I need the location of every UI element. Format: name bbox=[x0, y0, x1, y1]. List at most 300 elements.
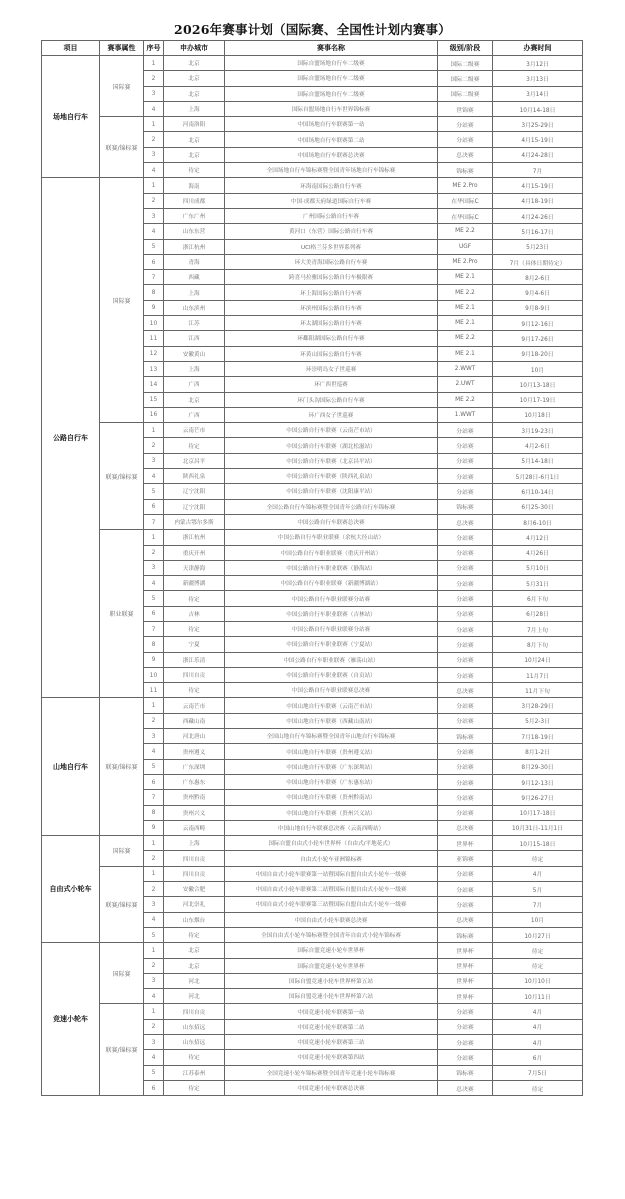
table-row bbox=[42, 530, 583, 545]
row-number: 4 bbox=[144, 989, 164, 1004]
date-cell: 5月31日 bbox=[493, 576, 583, 591]
row-number: 2 bbox=[144, 851, 164, 866]
event-name-cell: 中国山地自行车联赛总决赛（云南西畴站） bbox=[225, 820, 438, 835]
city-cell: 河北唐山 bbox=[164, 729, 225, 744]
city-cell: 待定 bbox=[164, 1080, 225, 1095]
level-cell: 分站赛 bbox=[438, 117, 493, 132]
level-cell: 总决赛 bbox=[438, 820, 493, 835]
city-cell: 广东广州 bbox=[164, 208, 225, 223]
row-number: 1 bbox=[144, 866, 164, 881]
date-cell: 10月17-19日 bbox=[493, 392, 583, 407]
level-cell: 总决赛 bbox=[438, 683, 493, 698]
city-cell: 吉林 bbox=[164, 606, 225, 621]
city-cell: 西藏 bbox=[164, 270, 225, 285]
event-name-cell: 环滨州国际公路自行车赛 bbox=[225, 300, 438, 315]
event-attr-cell: 国际赛 bbox=[100, 943, 144, 1004]
date-cell: 4月 bbox=[493, 1019, 583, 1034]
row-number: 3 bbox=[144, 147, 164, 162]
level-cell: 分站赛 bbox=[438, 744, 493, 759]
city-cell: 北京 bbox=[164, 958, 225, 973]
city-cell: 内蒙古鄂尔多斯 bbox=[164, 514, 225, 529]
city-cell: 贵州黔南 bbox=[164, 790, 225, 805]
schedule-table bbox=[41, 40, 583, 1096]
header-level: 级别/阶段 bbox=[438, 41, 493, 56]
event-attr-cell: 联赛/锦标赛 bbox=[100, 117, 144, 178]
row-number: 1 bbox=[144, 943, 164, 958]
level-cell: 世界杯 bbox=[438, 943, 493, 958]
date-cell: 11月下旬 bbox=[493, 683, 583, 698]
date-cell: 5月14-18日 bbox=[493, 453, 583, 468]
event-name-cell: 环黄山国际公路自行车赛 bbox=[225, 346, 438, 361]
event-name-cell: 中国自由式小轮车联赛第一站暨国际自盟自由式小轮车一级赛 bbox=[225, 866, 438, 881]
row-number: 7 bbox=[144, 514, 164, 529]
level-cell: 分站赛 bbox=[438, 805, 493, 820]
city-cell: 上海 bbox=[164, 285, 225, 300]
city-cell: 辽宁沈阳 bbox=[164, 499, 225, 514]
header-no: 序号 bbox=[144, 41, 164, 56]
event-name-cell: 中国公路自行车联赛（沈阳康平站） bbox=[225, 484, 438, 499]
level-cell: 在华国际C bbox=[438, 208, 493, 223]
row-number: 6 bbox=[144, 499, 164, 514]
event-name-cell: 中国公路自行车职业联赛分站赛 bbox=[225, 621, 438, 636]
table-row bbox=[42, 117, 583, 132]
header-date: 办赛时间 bbox=[493, 41, 583, 56]
city-cell: 北京 bbox=[164, 71, 225, 86]
event-name-cell: 中国山地自行车联赛（贵州黔南站） bbox=[225, 790, 438, 805]
date-cell: 3月19-23日 bbox=[493, 423, 583, 438]
event-attr-cell: 国际赛 bbox=[100, 836, 144, 867]
date-cell: 4月26日 bbox=[493, 545, 583, 560]
row-number: 5 bbox=[144, 591, 164, 606]
date-cell: 9月17-26日 bbox=[493, 331, 583, 346]
city-cell: 新疆博湖 bbox=[164, 576, 225, 591]
level-cell: 分站赛 bbox=[438, 637, 493, 652]
city-cell: 山东烟台 bbox=[164, 912, 225, 927]
level-cell: 国际二级赛 bbox=[438, 56, 493, 71]
row-number: 3 bbox=[144, 729, 164, 744]
date-cell: 4月 bbox=[493, 866, 583, 881]
date-cell: 10月13-18日 bbox=[493, 377, 583, 392]
level-cell: ME 2.2 bbox=[438, 331, 493, 346]
row-number: 4 bbox=[144, 576, 164, 591]
row-number: 1 bbox=[144, 698, 164, 713]
city-cell: 安徽黄山 bbox=[164, 346, 225, 361]
row-number: 1 bbox=[144, 1004, 164, 1019]
level-cell: 世界杯 bbox=[438, 836, 493, 851]
row-number: 12 bbox=[144, 346, 164, 361]
level-cell: 分站赛 bbox=[438, 621, 493, 636]
level-cell: 分站赛 bbox=[438, 132, 493, 147]
date-cell: 9月12-13日 bbox=[493, 774, 583, 789]
level-cell: 分站赛 bbox=[438, 438, 493, 453]
event-name-cell: 中国公路自行车职业联赛（新疆博湖站） bbox=[225, 576, 438, 591]
level-cell: 锦标赛 bbox=[438, 927, 493, 942]
date-cell: 8月29-30日 bbox=[493, 759, 583, 774]
date-cell: 3月13日 bbox=[493, 71, 583, 86]
event-name-cell: 全国山地自行车锦标赛暨全国青年山地自行车锦标赛 bbox=[225, 729, 438, 744]
event-name-cell: UCI格兰芬多世界系列赛 bbox=[225, 239, 438, 254]
event-name-cell: 环海南国际公路自行车赛 bbox=[225, 178, 438, 193]
city-cell: 浙江杭州 bbox=[164, 530, 225, 545]
row-number: 9 bbox=[144, 300, 164, 315]
row-number: 6 bbox=[144, 774, 164, 789]
event-name-cell: 环鄱阳湖国际公路自行车赛 bbox=[225, 331, 438, 346]
row-number: 7 bbox=[144, 270, 164, 285]
event-name-cell: 中国公路自行车职业联赛总决赛 bbox=[225, 683, 438, 698]
date-cell: 10月14-18日 bbox=[493, 101, 583, 116]
date-cell: 4月15-19日 bbox=[493, 178, 583, 193]
table-row bbox=[42, 698, 583, 713]
date-cell: 10月27日 bbox=[493, 927, 583, 942]
row-number: 6 bbox=[144, 1080, 164, 1095]
date-cell: 10月17-18日 bbox=[493, 805, 583, 820]
level-cell: 分站赛 bbox=[438, 759, 493, 774]
level-cell: 锦标赛 bbox=[438, 729, 493, 744]
level-cell: 分站赛 bbox=[438, 897, 493, 912]
level-cell: 分站赛 bbox=[438, 576, 493, 591]
row-number: 2 bbox=[144, 713, 164, 728]
table-row bbox=[42, 836, 583, 851]
table-row bbox=[42, 866, 583, 881]
city-cell: 北京 bbox=[164, 392, 225, 407]
level-cell: 锦标赛 bbox=[438, 499, 493, 514]
row-number: 2 bbox=[144, 71, 164, 86]
date-cell: 10月11日 bbox=[493, 989, 583, 1004]
city-cell: 河北 bbox=[164, 973, 225, 988]
row-number: 2 bbox=[144, 193, 164, 208]
level-cell: 1.WWT bbox=[438, 407, 493, 422]
event-name-cell: 中国公路自行车职业联赛分站赛 bbox=[225, 591, 438, 606]
date-cell: 6月下旬 bbox=[493, 591, 583, 606]
city-cell: 上海 bbox=[164, 101, 225, 116]
level-cell: ME 2.2 bbox=[438, 285, 493, 300]
event-name-cell: 全国竞速小轮车锦标赛暨全国青年竞速小轮车锦标赛 bbox=[225, 1065, 438, 1080]
level-cell: 亚锦赛 bbox=[438, 851, 493, 866]
date-cell: 9月8-9日 bbox=[493, 300, 583, 315]
date-cell: 4月 bbox=[493, 1004, 583, 1019]
header-event-name: 赛事名称 bbox=[225, 41, 438, 56]
event-name-cell: 国际自盟场地自行车二级赛 bbox=[225, 56, 438, 71]
event-name-cell: 中国公路自行车职业联赛（吉林站） bbox=[225, 606, 438, 621]
row-number: 7 bbox=[144, 621, 164, 636]
city-cell: 西藏山南 bbox=[164, 713, 225, 728]
row-number: 14 bbox=[144, 377, 164, 392]
level-cell: 世锦赛 bbox=[438, 101, 493, 116]
date-cell: 7月上旬 bbox=[493, 621, 583, 636]
level-cell: 分站赛 bbox=[438, 606, 493, 621]
event-name-cell: 中国公路自行车职业联赛（雁荡山站） bbox=[225, 652, 438, 667]
event-name-cell: 中国公路自行车职业联赛（宁夏站） bbox=[225, 637, 438, 652]
event-name-cell: 国际自盟自由式小轮车世界杯（自由式/平地花式） bbox=[225, 836, 438, 851]
date-cell: 9月18-20日 bbox=[493, 346, 583, 361]
row-number: 4 bbox=[144, 469, 164, 484]
city-cell: 待定 bbox=[164, 1050, 225, 1065]
date-cell: 3月28-29日 bbox=[493, 698, 583, 713]
date-cell: 10月18日 bbox=[493, 407, 583, 422]
date-cell: 10月31日-11月1日 bbox=[493, 820, 583, 835]
level-cell: 分站赛 bbox=[438, 560, 493, 575]
level-cell: 锦标赛 bbox=[438, 1065, 493, 1080]
event-name-cell: 中国公路自行车联赛（湖北松滋站） bbox=[225, 438, 438, 453]
project-cell: 场地自行车 bbox=[42, 56, 100, 178]
date-cell: 5月2-3日 bbox=[493, 713, 583, 728]
row-number: 1 bbox=[144, 836, 164, 851]
event-name-cell: 全国公路自行车锦标赛暨全国青年公路自行车锦标赛 bbox=[225, 499, 438, 514]
header-attr: 赛事属性 bbox=[100, 41, 144, 56]
level-cell: 总决赛 bbox=[438, 1080, 493, 1095]
header-project: 项目 bbox=[42, 41, 100, 56]
project-cell: 公路自行车 bbox=[42, 178, 100, 698]
city-cell: 江苏泰州 bbox=[164, 1065, 225, 1080]
event-name-cell: 环太湖国际公路自行车赛 bbox=[225, 316, 438, 331]
event-name-cell: 中国山地自行车联赛（广东深圳站） bbox=[225, 759, 438, 774]
table-row bbox=[42, 423, 583, 438]
event-name-cell: 跨喜马拉雅国际公路自行车极限赛 bbox=[225, 270, 438, 285]
project-cell: 山地自行车 bbox=[42, 698, 100, 836]
city-cell: 北京昌平 bbox=[164, 453, 225, 468]
city-cell: 辽宁沈阳 bbox=[164, 484, 225, 499]
level-cell: 分站赛 bbox=[438, 453, 493, 468]
level-cell: 分站赛 bbox=[438, 698, 493, 713]
level-cell: 分站赛 bbox=[438, 652, 493, 667]
date-cell: 4月24-28日 bbox=[493, 147, 583, 162]
date-cell: 11月7日 bbox=[493, 667, 583, 682]
date-cell: 10月24日 bbox=[493, 652, 583, 667]
row-number: 13 bbox=[144, 361, 164, 376]
city-cell: 待定 bbox=[164, 927, 225, 942]
city-cell: 待定 bbox=[164, 683, 225, 698]
row-number: 3 bbox=[144, 1035, 164, 1050]
city-cell: 山东招远 bbox=[164, 1035, 225, 1050]
event-name-cell: 中国竞速小轮车联赛第二站 bbox=[225, 1019, 438, 1034]
date-cell: 6月28日 bbox=[493, 606, 583, 621]
level-cell: ME 2.2 bbox=[438, 392, 493, 407]
row-number: 1 bbox=[144, 423, 164, 438]
date-cell: 待定 bbox=[493, 943, 583, 958]
event-name-cell: 自由式小轮车亚洲锦标赛 bbox=[225, 851, 438, 866]
date-cell: 8月6-10日 bbox=[493, 514, 583, 529]
date-cell: 4月24-26日 bbox=[493, 208, 583, 223]
level-cell: 分站赛 bbox=[438, 530, 493, 545]
row-number: 1 bbox=[144, 178, 164, 193]
city-cell: 四川自贡 bbox=[164, 866, 225, 881]
date-cell: 10月10日 bbox=[493, 973, 583, 988]
event-name-cell: 中国·成都天府绿道国际自行车赛 bbox=[225, 193, 438, 208]
row-number: 3 bbox=[144, 973, 164, 988]
city-cell: 山东招远 bbox=[164, 1019, 225, 1034]
event-attr-cell: 联赛/锦标赛 bbox=[100, 698, 144, 836]
header-city: 申办城市 bbox=[164, 41, 225, 56]
event-name-cell: 环广西女子世巡赛 bbox=[225, 407, 438, 422]
date-cell: 7月 bbox=[493, 897, 583, 912]
level-cell: 分站赛 bbox=[438, 423, 493, 438]
date-cell: 10月15-18日 bbox=[493, 836, 583, 851]
row-number: 10 bbox=[144, 667, 164, 682]
date-cell: 5月 bbox=[493, 882, 583, 897]
table-row bbox=[42, 943, 583, 958]
city-cell: 北京 bbox=[164, 56, 225, 71]
event-name-cell: 广州国际公路自行车赛 bbox=[225, 208, 438, 223]
event-name-cell: 国际自盟竞速小轮车世界杯 bbox=[225, 958, 438, 973]
city-cell: 山东滨州 bbox=[164, 300, 225, 315]
event-name-cell: 中国场地自行车联赛第一站 bbox=[225, 117, 438, 132]
level-cell: 分站赛 bbox=[438, 469, 493, 484]
city-cell: 广东深圳 bbox=[164, 759, 225, 774]
level-cell: ME 2.Pro bbox=[438, 254, 493, 269]
event-name-cell: 全国场地自行车锦标赛暨全国青年场地自行车锦标赛 bbox=[225, 163, 438, 178]
city-cell: 北京 bbox=[164, 86, 225, 101]
event-name-cell: 全国自由式小轮车锦标赛暨全国青年自由式小轮车锦标赛 bbox=[225, 927, 438, 942]
event-attr-cell: 国际赛 bbox=[100, 178, 144, 423]
event-name-cell: 中国公路自行车联赛总决赛 bbox=[225, 514, 438, 529]
city-cell: 待定 bbox=[164, 163, 225, 178]
city-cell: 河北 bbox=[164, 989, 225, 1004]
row-number: 3 bbox=[144, 560, 164, 575]
row-number: 8 bbox=[144, 637, 164, 652]
row-number: 6 bbox=[144, 254, 164, 269]
city-cell: 待定 bbox=[164, 621, 225, 636]
event-name-cell: 环崇明岛女子世巡赛 bbox=[225, 361, 438, 376]
event-name-cell: 中国自由式小轮车联赛第二站暨国际自盟自由式小轮车一级赛 bbox=[225, 882, 438, 897]
row-number: 11 bbox=[144, 683, 164, 698]
city-cell: 上海 bbox=[164, 361, 225, 376]
level-cell: ME 2.1 bbox=[438, 270, 493, 285]
city-cell: 河北崇礼 bbox=[164, 897, 225, 912]
row-number: 2 bbox=[144, 438, 164, 453]
row-number: 4 bbox=[144, 224, 164, 239]
city-cell: 待定 bbox=[164, 438, 225, 453]
row-number: 3 bbox=[144, 86, 164, 101]
row-number: 16 bbox=[144, 407, 164, 422]
level-cell: 分站赛 bbox=[438, 667, 493, 682]
city-cell: 陕西礼泉 bbox=[164, 469, 225, 484]
city-cell: 贵州兴义 bbox=[164, 805, 225, 820]
row-number: 8 bbox=[144, 805, 164, 820]
city-cell: 河南洛阳 bbox=[164, 117, 225, 132]
date-cell: 待定 bbox=[493, 1080, 583, 1095]
level-cell: 分站赛 bbox=[438, 591, 493, 606]
row-number: 9 bbox=[144, 820, 164, 835]
city-cell: 贵州遵义 bbox=[164, 744, 225, 759]
date-cell: 6月25-30日 bbox=[493, 499, 583, 514]
row-number: 7 bbox=[144, 790, 164, 805]
event-name-cell: 中国山地自行车联赛（广东惠东站） bbox=[225, 774, 438, 789]
date-cell: 5月28日-6月1日 bbox=[493, 469, 583, 484]
city-cell: 四川自贡 bbox=[164, 667, 225, 682]
event-name-cell: 中国场地自行车联赛总决赛 bbox=[225, 147, 438, 162]
row-number: 4 bbox=[144, 912, 164, 927]
level-cell: 总决赛 bbox=[438, 147, 493, 162]
table-row bbox=[42, 1004, 583, 1019]
event-name-cell: 国际自盟场地自行车二级赛 bbox=[225, 86, 438, 101]
date-cell: 4月15-19日 bbox=[493, 132, 583, 147]
level-cell: 在华国际C bbox=[438, 193, 493, 208]
city-cell: 江西 bbox=[164, 331, 225, 346]
city-cell: 待定 bbox=[164, 591, 225, 606]
city-cell: 浙江杭州 bbox=[164, 239, 225, 254]
table-header-row bbox=[42, 41, 583, 56]
level-cell: 分站赛 bbox=[438, 790, 493, 805]
city-cell: 安徽合肥 bbox=[164, 882, 225, 897]
date-cell: 9月26-27日 bbox=[493, 790, 583, 805]
event-attr-cell: 国际赛 bbox=[100, 56, 144, 117]
row-number: 4 bbox=[144, 101, 164, 116]
date-cell: 待定 bbox=[493, 958, 583, 973]
row-number: 2 bbox=[144, 132, 164, 147]
date-cell: 3月14日 bbox=[493, 86, 583, 101]
event-name-cell: 中国山地自行车联赛（西藏山南站） bbox=[225, 713, 438, 728]
date-cell: 4月18-19日 bbox=[493, 193, 583, 208]
date-cell: 7月（具体日期待定） bbox=[493, 254, 583, 269]
row-number: 4 bbox=[144, 1050, 164, 1065]
table-row bbox=[42, 56, 583, 71]
event-name-cell: 国际自盟竞速小轮车世界杯 bbox=[225, 943, 438, 958]
event-name-cell: 中国公路自行车联赛（陕西礼泉站） bbox=[225, 469, 438, 484]
event-name-cell: 中国自由式小轮车联赛总决赛 bbox=[225, 912, 438, 927]
date-cell: 4月2-6日 bbox=[493, 438, 583, 453]
level-cell: ME 2.1 bbox=[438, 346, 493, 361]
level-cell: 2.UWT bbox=[438, 377, 493, 392]
city-cell: 云南芒市 bbox=[164, 423, 225, 438]
city-cell: 上海 bbox=[164, 836, 225, 851]
level-cell: 分站赛 bbox=[438, 866, 493, 881]
city-cell: 云南西畴 bbox=[164, 820, 225, 835]
city-cell: 青海 bbox=[164, 254, 225, 269]
row-number: 3 bbox=[144, 208, 164, 223]
row-number: 5 bbox=[144, 927, 164, 942]
row-number: 5 bbox=[144, 1065, 164, 1080]
date-cell: 7月5日 bbox=[493, 1065, 583, 1080]
date-cell: 8月下旬 bbox=[493, 637, 583, 652]
date-cell: 10月 bbox=[493, 912, 583, 927]
event-name-cell: 中国竞速小轮车联赛第四站 bbox=[225, 1050, 438, 1065]
row-number: 4 bbox=[144, 163, 164, 178]
row-number: 9 bbox=[144, 652, 164, 667]
level-cell: 世界杯 bbox=[438, 958, 493, 973]
level-cell: ME 2.1 bbox=[438, 300, 493, 315]
level-cell: 锦标赛 bbox=[438, 163, 493, 178]
date-cell: 9月12-16日 bbox=[493, 316, 583, 331]
level-cell: 分站赛 bbox=[438, 882, 493, 897]
event-name-cell: 中国竞速小轮车联赛第三站 bbox=[225, 1035, 438, 1050]
row-number: 1 bbox=[144, 117, 164, 132]
city-cell: 广西 bbox=[164, 407, 225, 422]
date-cell: 3月12日 bbox=[493, 56, 583, 71]
event-attr-cell: 联赛/锦标赛 bbox=[100, 866, 144, 942]
date-cell: 8月2-6日 bbox=[493, 270, 583, 285]
event-attr-cell: 联赛/锦标赛 bbox=[100, 1004, 144, 1096]
event-name-cell: 中国公路自行车联赛（北京昌平站） bbox=[225, 453, 438, 468]
date-cell: 10月 bbox=[493, 361, 583, 376]
event-name-cell: 中国公路自行车职业联赛（余杭大径山站） bbox=[225, 530, 438, 545]
city-cell: 山东东营 bbox=[164, 224, 225, 239]
event-name-cell: 中国公路自行车职业联赛（重庆开州站） bbox=[225, 545, 438, 560]
city-cell: 北京 bbox=[164, 132, 225, 147]
level-cell: 分站赛 bbox=[438, 713, 493, 728]
row-number: 6 bbox=[144, 606, 164, 621]
city-cell: 四川自贡 bbox=[164, 1004, 225, 1019]
event-name-cell: 中国竞速小轮车联赛第一站 bbox=[225, 1004, 438, 1019]
row-number: 10 bbox=[144, 316, 164, 331]
row-number: 1 bbox=[144, 530, 164, 545]
table-body bbox=[42, 56, 583, 1096]
event-name-cell: 环大美青海国际公路自行车赛 bbox=[225, 254, 438, 269]
project-cell: 竞速小轮车 bbox=[42, 943, 100, 1096]
page-title: 2026年赛事计划（国际赛、全国性计划内赛事） bbox=[174, 22, 451, 37]
event-name-cell: 中国公路自行车联赛（云南芒市站） bbox=[225, 423, 438, 438]
level-cell: 分站赛 bbox=[438, 774, 493, 789]
event-attr-cell: 联赛/锦标赛 bbox=[100, 423, 144, 530]
